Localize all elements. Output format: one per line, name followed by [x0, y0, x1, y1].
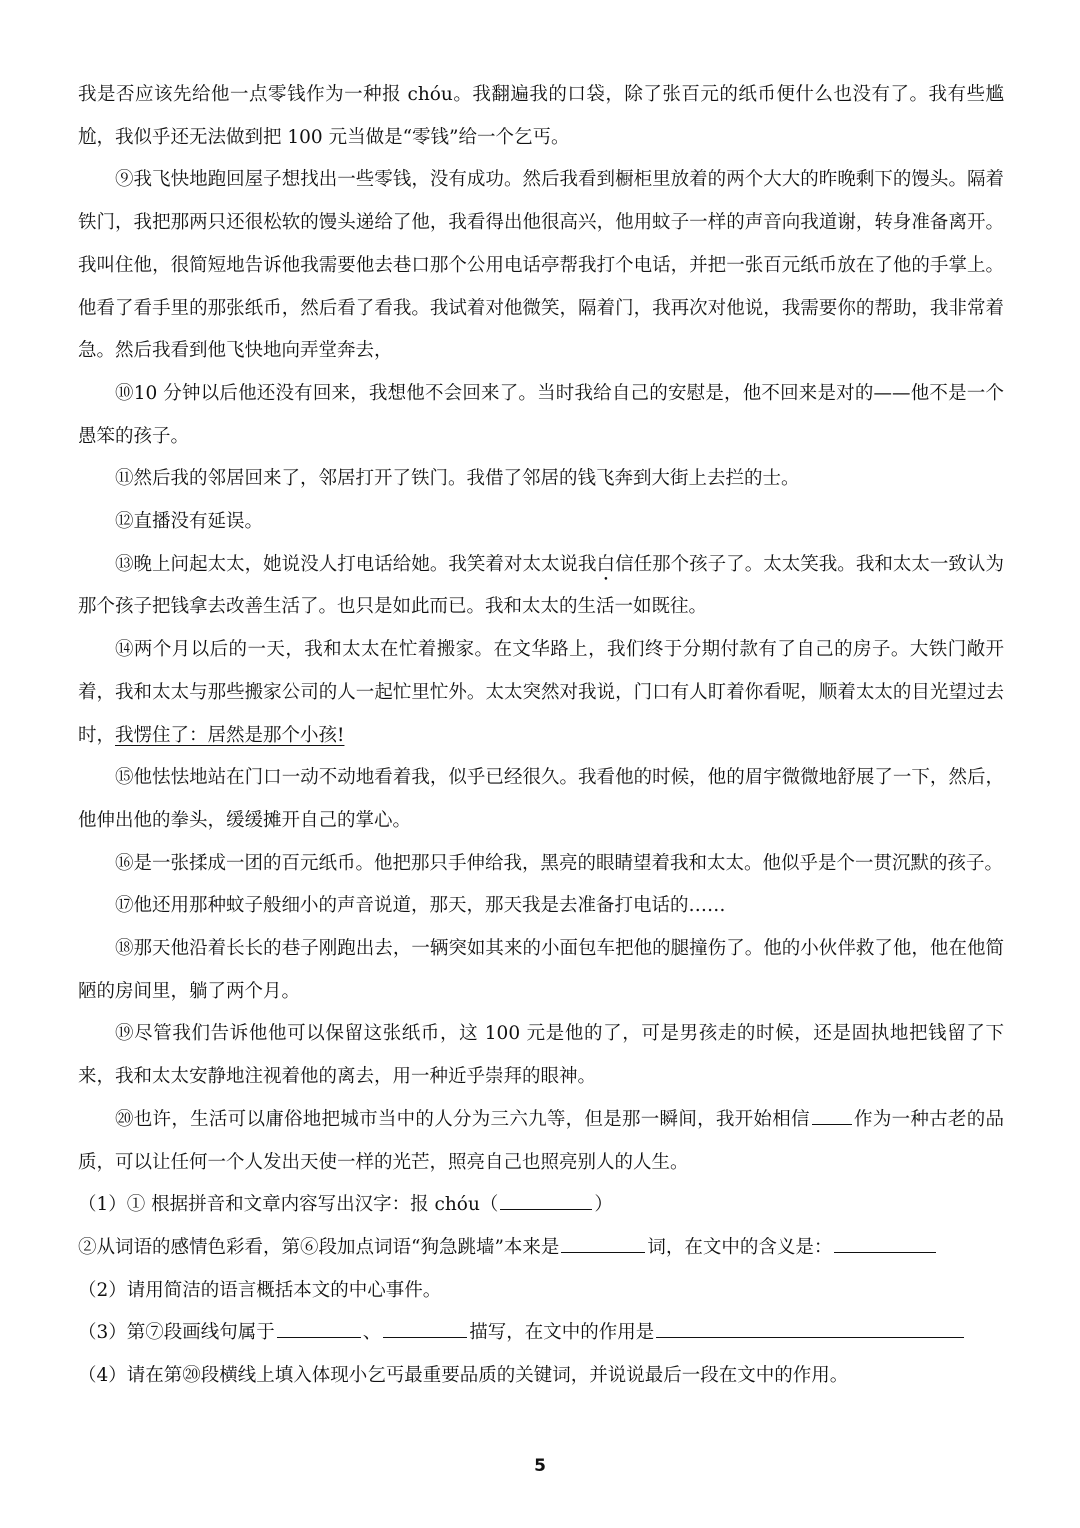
- fill-blank-keyword[interactable]: [812, 1104, 852, 1124]
- paragraph-15: ⑮他怯怯地站在门口一动不动地看着我，似乎已经很久。我看他的时候，他的眉宇微微地舒展了一下，然后，他伸出他的拳头，缓缓摊开自己的掌心。: [78, 767, 1004, 831]
- paragraph-13-part-b: 信任那个孩子了。太太笑我。我和太太一致认为那个孩子把钱拿去改善生活了。也只是如此而已。我和太太的生活一如既往。: [78, 553, 1004, 618]
- paragraph-13: [78, 544, 1004, 629]
- paragraph-20-part-a: ⑳也许，生活可以庸俗地把城市当中的人分为三六九等，但是那一瞬间，我开始相信: [115, 1108, 810, 1130]
- question-1-2: [78, 1227, 1004, 1270]
- question-1-1: [78, 1184, 1004, 1227]
- answer-blank-word-type[interactable]: [561, 1233, 645, 1253]
- paragraph-13-part-a: ⑬晚上问起太太，她说没人打电话给她。我笑着对太太说我: [115, 553, 597, 575]
- paragraph-12: ⑫直播没有延误。: [115, 511, 264, 533]
- answer-blank-chou[interactable]: [500, 1190, 592, 1210]
- paragraph-14: [78, 629, 1004, 757]
- paragraph-16: ⑯是一张揉成一团的百元纸币。他把那只手伸给我，黑亮的眼睛望着我和太太。他似乎是个一贯沉默的孩子。: [115, 852, 1004, 874]
- question-3: [78, 1312, 1004, 1355]
- answer-blank-meaning[interactable]: [834, 1233, 936, 1253]
- answer-blank-function[interactable]: [656, 1318, 964, 1338]
- question-4: （4）请在第⑳段横线上填入体现小乞丐最重要品质的关键词，并说说最后一段在文中的作用。: [78, 1365, 849, 1387]
- answer-blank-description-2[interactable]: [383, 1318, 467, 1338]
- question-2: （2）请用简洁的语言概括本文的中心事件。: [78, 1279, 442, 1301]
- paragraph-20: [78, 1099, 1004, 1184]
- paragraph-10: ⑩10 分钟以后他还没有回来，我想他不会回来了。当时我给自己的安慰是，他不回来是对的——他不是一个愚笨的孩子。: [78, 382, 1004, 447]
- paragraph-14-part-a: ⑭两个月以后的一天，我和太太在忙着搬家。在文华路上，我们终于分期付款有了自己的房子。大铁门敞开着，我和太太与那些搬家公司的人一起忙里忙外。太太突然对我说，门口有人盯着你看呢，顺着太太的目光望过去时，: [78, 639, 1004, 746]
- underlined-sentence: 我愣住了：居然是那个小孩!: [115, 724, 345, 746]
- reading-passage: [78, 74, 1004, 1398]
- page-number: 5: [534, 1456, 546, 1476]
- question-3-text-c: 描写，在文中的作用是: [469, 1322, 655, 1344]
- question-3-text-a: （3）第⑦段画线句属于: [78, 1322, 275, 1344]
- paragraph-19: ⑲尽管我们告诉他他可以保留这张纸币，这 100 元是他的了，可是男孩走的时候，还是固执地把钱留了下来，我和太太安静地注视着他的离去，用一种近乎崇拜的眼神。: [78, 1023, 1004, 1088]
- question-3-sep: 、: [362, 1322, 382, 1344]
- answer-blank-description-1[interactable]: [277, 1318, 361, 1338]
- paragraph-18: ⑱那天他沿着长长的巷子刚跑出去，一辆突如其来的小面包车把他的腿撞伤了。他的小伙伴救了他，他在他简陋的房间里，躺了两个月。: [78, 938, 1004, 1002]
- paragraph-9: ⑨我飞快地跑回屋子想找出一些零钱，没有成功。然后我看到橱柜里放着的两个大大的昨晚剩下的馒头。隔着铁门，我把那两只还很松软的馒头递给了他，我看得出他很高兴，他用蚊子一样的声音向我道谢，转身准备离开。我叫住他，很简短地告诉他我需要他去巷口那个公用电话亭帮我打个电话，并把一张百元纸币放在了他的手掌上。他看了看手里的那张纸币，然后看了看我。我试着对他微笑，隔着门，我再次对他说，我需要你的帮助，我非常着急。然后我看到他飞快地向弄堂奔去，: [78, 169, 1004, 362]
- question-1-2-text-b: 词，在文中的含义是：: [647, 1236, 833, 1258]
- question-1-text: （1）① 根据拼音和文章内容写出汉字：报 chóu（: [78, 1194, 499, 1216]
- question-1-close: ）: [594, 1194, 613, 1216]
- paragraph-17: ⑰他还用那种蚊子般细小的声音说道，那天，那天我是去准备打电话的……: [115, 895, 726, 917]
- emphasized-word: 白: [596, 553, 616, 575]
- paragraph-11: ⑪然后我的邻居回来了，邻居打开了铁门。我借了邻居的钱飞奔到大街上去拦的士。: [115, 468, 800, 490]
- paragraph-20-part-b: 作为一种古老的品质，可以让任何一个人发出天使一样的光芒，照亮自己也照亮别人的人生。: [78, 1108, 1004, 1173]
- paragraph-8-continued: 我是否应该先给他一点零钱作为一种报 chóu。我翻遍我的口袋，除了张百元的纸币便什么也没有了。我有些尴尬，我似乎还无法做到把 100 元当做是“零钱”给一个乞丐。: [78, 84, 1004, 148]
- question-1-2-text-a: ②从词语的感情色彩看，第⑥段加点词语“狗急跳墙”本来是: [78, 1236, 560, 1258]
